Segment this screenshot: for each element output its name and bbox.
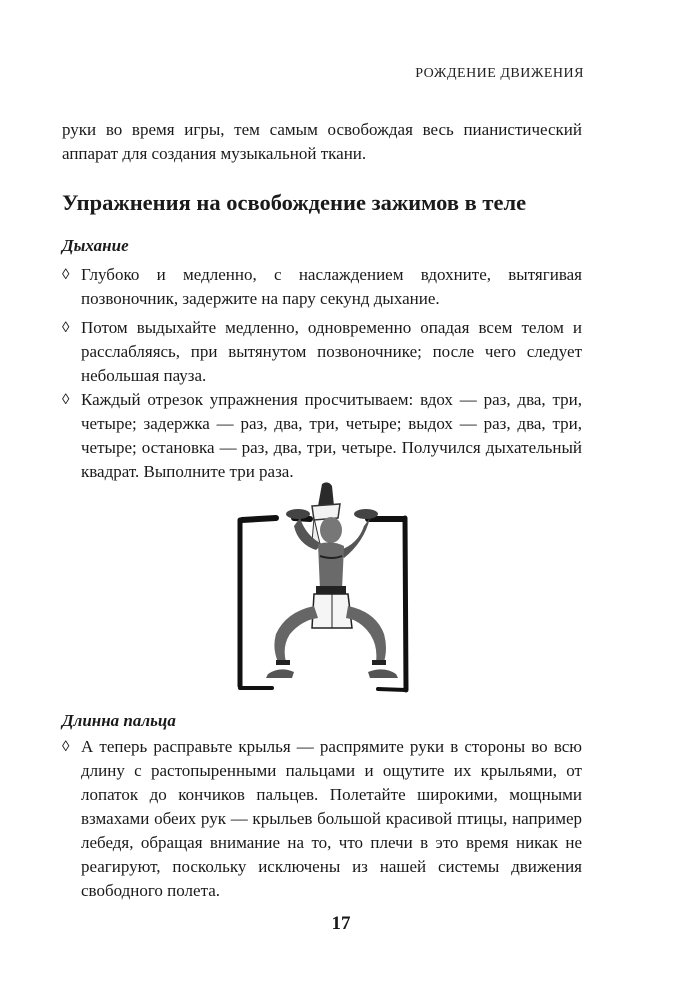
continuation-paragraph: руки во время игры, тем самым освобождая весь пианистический аппарат для создания музыкальной ткани. [62,120,582,163]
bullet-text: А теперь расправьте крылья — распрямите руки в стороны во всю длину с растопыренными пальцами и ощутите их крыльями, от лопаток до кончиков пальцев. Полетайте широкими, мощными взмахами обеих рук — крыльев большой красивой птицы, например лебедя, обращая внимание на то, что плечи в это время никак не реагируют, поскольку исключены из нашей системы движения свободного полета. [81,737,582,900]
egyptian-figure-illustration [228,478,418,698]
bullet-text: Потом выдыхайте медленно, одновременно опадая всем телом и расслабляясь, при вытянутом позвоночнике; после чего следует небольшая пауза. [81,318,582,385]
diamond-bullet-icon: ◊ [62,320,70,336]
illustration-svg [228,478,418,698]
bullet-item [62,735,582,903]
diamond-bullet-icon: ◊ [62,392,70,408]
section-title: Упражнения на освобождение зажимов в теле [62,190,527,215]
page-number: 17 [331,913,351,934]
subsection-heading-breathing: Дыхание [62,236,129,255]
running-header: РОЖДЕНИЕ ДВИЖЕНИЯ [415,66,584,81]
bullet-item [62,316,582,388]
bullet-item [62,263,582,311]
bullet-item [62,388,582,484]
bullet-text: Глубоко и медленно, с наслаждением вдохните, вытягивая позвоночник, задержите на пару секунд дыхание. [81,265,582,308]
subsection-heading-finger-length: Длинна пальца [62,711,176,730]
bullet-text: Каждый отрезок упражнения просчитываем: вдох — раз, два, три, четыре; задержка — раз, два, три, четыре; выдох — раз, два, три, четыре; остановка — раз, два, три, четыре. Получился дыхательный квадрат. Выполните три раза. [81,390,582,481]
diamond-bullet-icon: ◊ [62,739,70,755]
diamond-bullet-icon: ◊ [62,267,70,283]
